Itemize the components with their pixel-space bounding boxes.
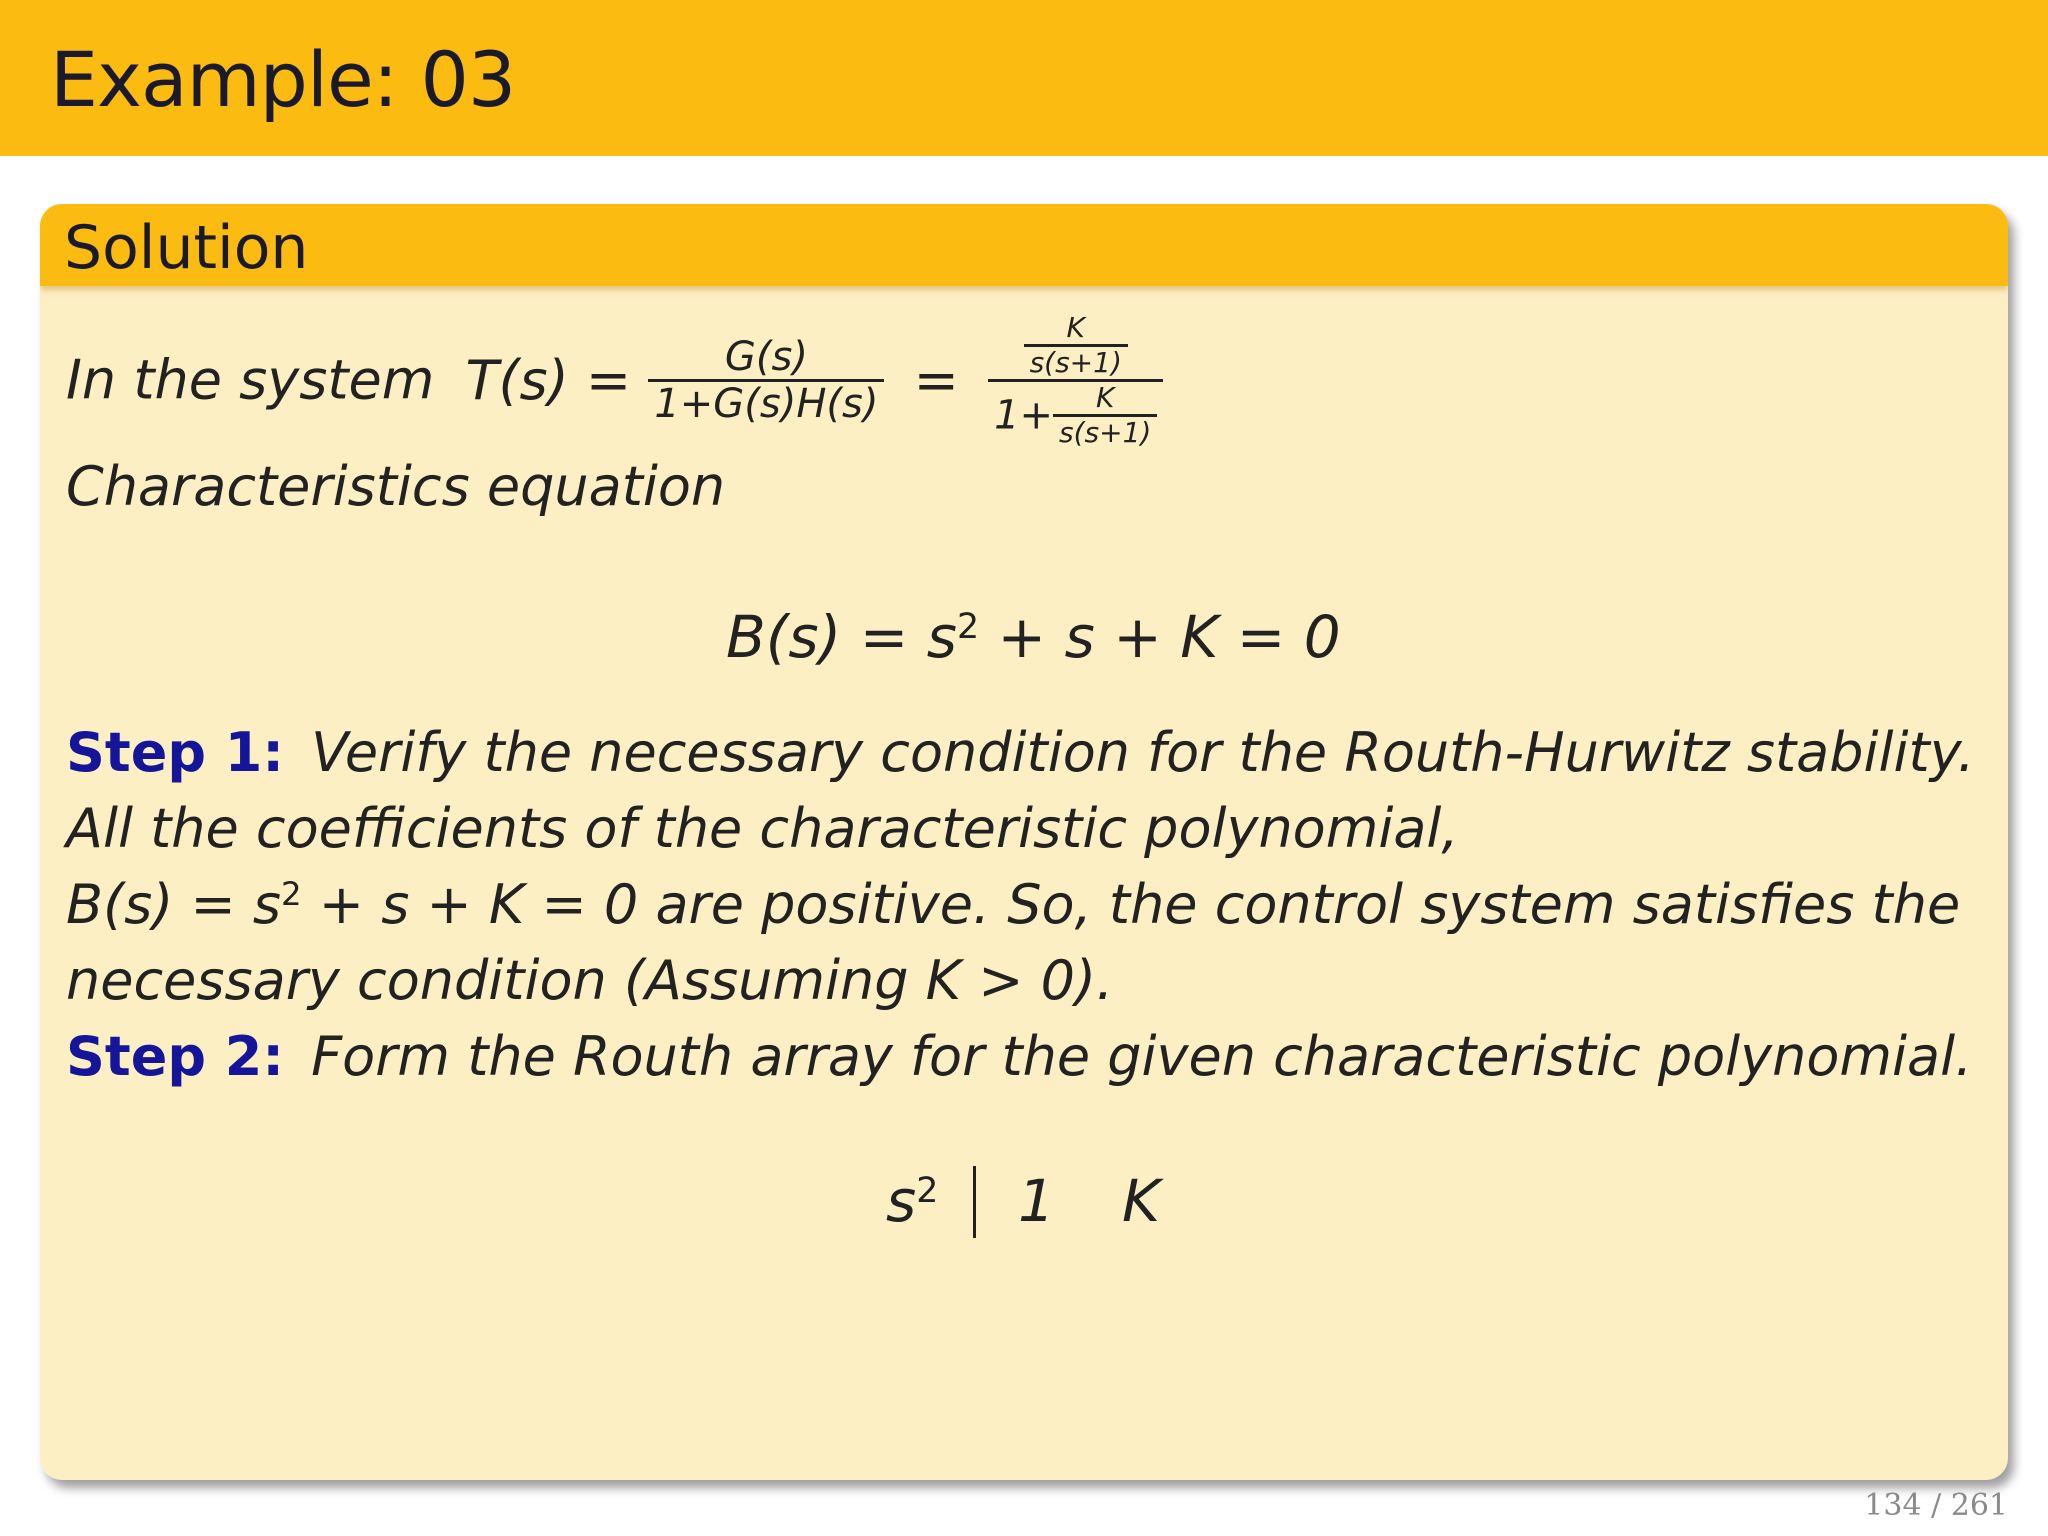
step1-label: Step 1: <box>66 721 284 784</box>
tf-inner-top-fraction <box>1024 311 1128 379</box>
step1-line4-text-b: ). <box>1075 949 1114 1012</box>
tf-numerator: G(s) <box>648 337 884 382</box>
tf-inner-top-den: s(s+1) <box>1029 346 1122 379</box>
step1-line2: All the coefficients of the characteristic polynomial, <box>66 797 1459 860</box>
tf-compound-fraction <box>988 311 1163 449</box>
frame-title-bar <box>0 0 2048 156</box>
tf-inner-bottom-num: K <box>1053 384 1157 417</box>
step1-line <box>66 721 1975 784</box>
tf-fraction <box>648 334 884 427</box>
routh-col2: K <box>1122 1167 1161 1235</box>
block-header <box>40 204 2008 286</box>
step1-eq-exponent: 2 <box>281 875 302 914</box>
step2-line <box>66 1025 1973 1088</box>
step1-line4-text-a: necessary condition (Assuming <box>66 949 926 1012</box>
routh-row-s2 <box>886 1167 939 1235</box>
step1-eq-rhs: + s + K = 0 <box>301 873 639 936</box>
routh-row-label <box>886 1167 938 1235</box>
step1-line4-math: K > 0 <box>925 949 1075 1012</box>
tf-inner-bottom-fraction <box>1053 381 1157 449</box>
tf-equals: = <box>913 348 959 412</box>
tf-inner-top-num: K <box>1024 314 1128 347</box>
step1-line3-text: are positive. So, the control system satisfies the <box>638 873 1961 936</box>
tf-inner-bottom-den: s(s+1) <box>1059 416 1152 449</box>
characteristic-equation <box>726 603 1341 671</box>
step1-line4 <box>66 949 1114 1012</box>
step1-eq-lhs: B(s) = s <box>66 873 282 936</box>
page-number: 134 / 261 <box>1864 1488 2008 1523</box>
routh-divider <box>973 1166 976 1238</box>
char-eq-lhs: B(s) = s <box>726 603 957 671</box>
char-eq-label: Characteristics equation <box>66 455 726 518</box>
tf-compound-numerator <box>988 311 1163 382</box>
slide-title: Example: 03 <box>50 35 516 124</box>
char-eq-exponent: 2 <box>956 606 980 647</box>
step1-text: Verify the necessary condition for the Routh-Hurwitz stability. <box>311 721 1975 784</box>
tf-denominator: 1+G(s)H(s) <box>654 381 879 427</box>
tf-compound-denominator <box>988 382 1163 447</box>
step1-line3 <box>66 873 1961 936</box>
routh-col1: 1 <box>1018 1167 1055 1235</box>
solution-block <box>40 204 2008 1480</box>
routh-row-exp: 2 <box>916 1170 939 1211</box>
transfer-function-prefix: In the system <box>66 348 435 412</box>
char-eq-rhs: + s + K = 0 <box>979 603 1341 671</box>
transfer-function-line <box>66 311 1163 449</box>
routh-row-base: s <box>886 1167 917 1235</box>
step2-label: Step 2: <box>66 1025 284 1088</box>
tf-lhs: T(s) = <box>465 348 632 412</box>
tf-inner-bottom-prefix: 1+ <box>994 392 1054 439</box>
block-title: Solution <box>64 213 309 283</box>
step2-text: Form the Routh array for the given characteristic polynomial. <box>311 1025 1973 1088</box>
